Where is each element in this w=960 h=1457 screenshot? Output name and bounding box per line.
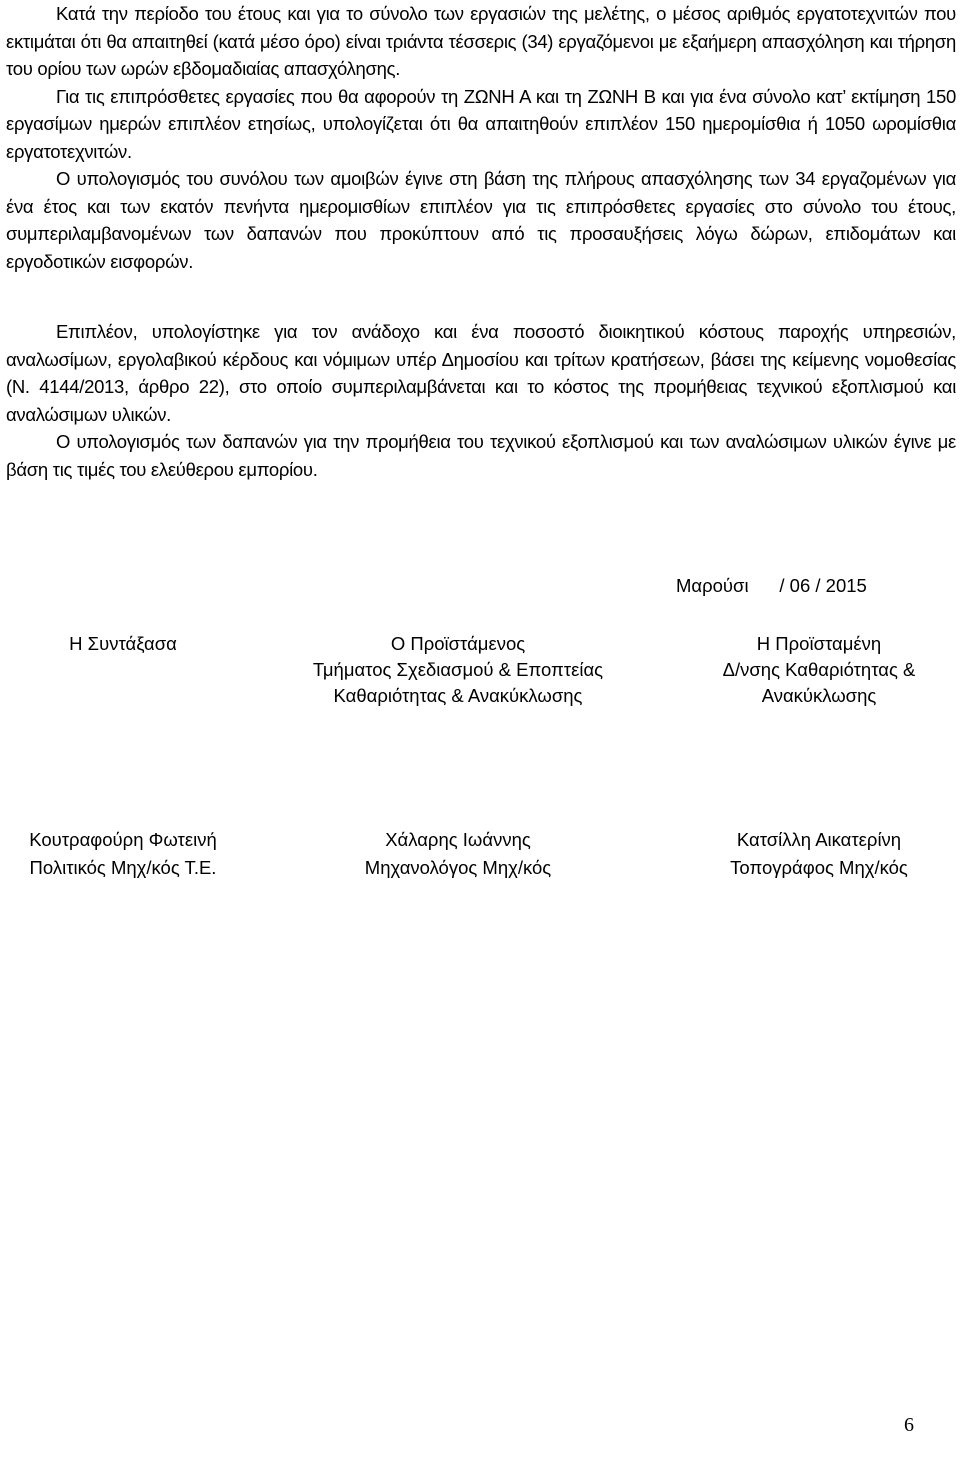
paragraph: Ο υπολογισμός των δαπανών για την προμήθεια του τεχνικού εξοπλισμού και των αναλώσιμων υλικών έγινε με βάση τις τιμές του ελεύθερου εμπορίου. — [6, 431, 956, 480]
signatory-role-head-of-directorate — [676, 631, 960, 709]
place-date: Μαρούσι / 06 / 2015 — [676, 575, 867, 596]
signatory-name: Χάλαρης Ιωάννης — [385, 829, 531, 850]
signatory-author — [0, 826, 246, 882]
signatory-title: Πολιτικός Μηχ/κός Τ.Ε. — [29, 857, 217, 878]
signatory-head-of-section — [285, 826, 631, 882]
text-section-top — [6, 0, 956, 275]
paragraph: Επιπλέον, υπολογίστηκε για τον ανάδοχο και ένα ποσοστό διοικητικού κόστους παροχής υπηρεσιών, αναλωσίμων, εργολαβικού κέρδους και νόμιμων υπέρ Δημοσίου και τρίτων κρατήσεων, βάσει της κείμενης νομοθεσίας (Ν. 4144/2013, άρθρο 22), στο οποίο συμπεριλαμβάνεται και το κόστος της προμήθειας τεχνικού εξοπλισμού και αναλώσιμων υλικών. — [6, 321, 956, 425]
role-line: Ανακύκλωσης — [761, 685, 877, 706]
role-line: Η Προϊσταμένη — [756, 633, 882, 654]
paragraph: Για τις επιπρόσθετες εργασίες που θα αφορούν τη ΖΩΝΗ Α και τη ΖΩΝΗ Β και για ένα σύνολο κατ’ εκτίμηση 150 εργασίμων ημερών επιπλέον ετησίως, υπολογίζεται ότι θα απαιτηθούν επιπλέον 150 ημερομίσθια ή 1050 ωρομίσθια εργατοτεχνιτών. — [6, 85, 956, 162]
role-line: Καθαριότητας & Ανακύκλωσης — [333, 685, 583, 706]
role-line: Ο Προϊστάμενος — [390, 633, 526, 654]
signatory-role-head-of-section — [285, 631, 631, 709]
role-line: Τμήματος Σχεδιασμού & Εποπτείας — [312, 659, 604, 680]
paragraph: Ο υπολογισμός του συνόλου των αμοιβών έγινε στη βάση της πλήρους απασχόλησης των 34 εργαζομένων για ένα έτος και των εκατόν πενήντα ημερομισθίων επιπλέον για τις επιπρόσθετες εργασίες στο σύνολο του έτους, συμπεριλαμβανομένων των δαπανών που προκύπτουν από τις προσαυξήσεις λόγω δώρων, επιδομάτων και εργοδοτικών εισφορών. — [6, 168, 956, 272]
signatory-head-of-directorate — [676, 826, 960, 882]
signatory-name: Κουτραφούρη Φωτεινή — [29, 829, 217, 850]
text-section-bottom — [6, 318, 956, 483]
signatory-name: Κατσίλλη Αικατερίνη — [736, 829, 902, 850]
signatory-role-author — [0, 631, 246, 657]
role-line: Δ/νσης Καθαριότητας & — [722, 659, 916, 680]
page-number: 6 — [904, 1414, 914, 1436]
paragraph: Κατά την περίοδο του έτους και για το σύνολο των εργασιών της μελέτης, ο μέσος αριθμός εργατοτεχνιτών που εκτιμάται ότι θα απαιτηθεί (κατά μέσο όρο) είναι τριάντα τέσσερις (34) εργαζόμενοι με εξαήμερη απασχόληση και τήρηση του ορίου των ωρών εβδομαδιαίας απασχόλησης. — [6, 3, 956, 79]
signatory-title: Τοπογράφος Μηχ/κός — [730, 857, 908, 878]
signatory-title: Μηχανολόγος Μηχ/κός — [364, 857, 552, 878]
role-line: Η Συντάξασα — [69, 633, 177, 654]
